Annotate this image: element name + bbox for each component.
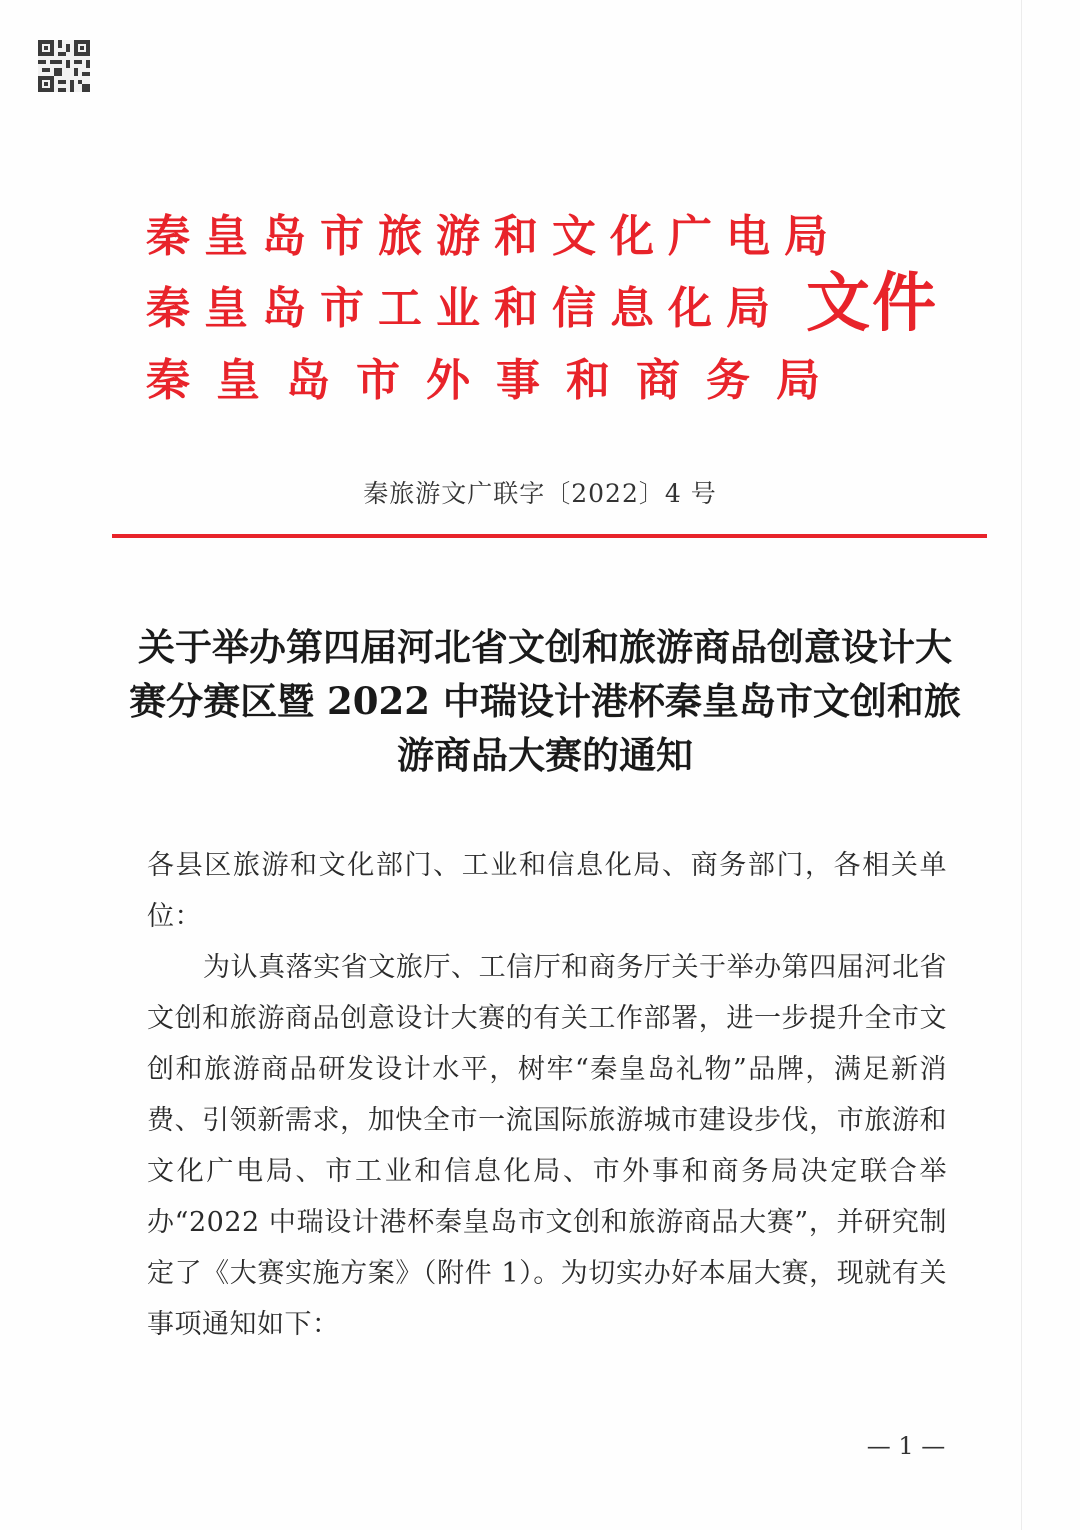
issuer-tourism-culture-bureau: 秦皇岛市旅游和文化广电局 [146, 211, 842, 262]
issuer-foreign-affairs-commerce-bureau: 秦皇岛市外事和商务局 [146, 355, 846, 406]
document-suffix: 文件 [806, 266, 938, 341]
document-number: 秦旅游文广联字〔2022〕4 号 [363, 479, 717, 508]
page-fold-line [1021, 0, 1022, 1530]
qr-code-icon [38, 40, 90, 92]
document-title: 关于举办第四届河北省文创和旅游商品创意设计大赛分赛区暨 2022 中瑞设计港杯秦皇岛市文创和旅游商品大赛的通知 [129, 625, 961, 777]
document-body [147, 840, 947, 1350]
issuer-industry-it-bureau: 秦皇岛市工业和信息化局 [146, 283, 784, 334]
salutation: 各县区旅游和文化部门、工业和信息化局、商务部门，各相关单位： [147, 850, 947, 932]
body-paragraph: 为认真落实省文旅厅、工信厅和商务厅关于举办第四届河北省文创和旅游商品创意设计大赛的有关工作部署，进一步提升全市文创和旅游商品研发设计水平，树牢“秦皇岛礼物”品牌，满足新消费、引领新需求，加快全市一流国际旅游城市建设步伐，市旅游和文化广电局、市工业和信息化局、市外事和商务局决定联合举办“2022 中瑞设计港杯秦皇岛市文创和旅游商品大赛”，并研究制定了《大赛实施方案》（附件 1）。为切实办好本届大赛，现就有关事项通知如下： [147, 952, 947, 1340]
page-number: — 1 — [866, 1432, 946, 1460]
issuing-agencies [146, 207, 846, 423]
red-divider [112, 534, 987, 538]
